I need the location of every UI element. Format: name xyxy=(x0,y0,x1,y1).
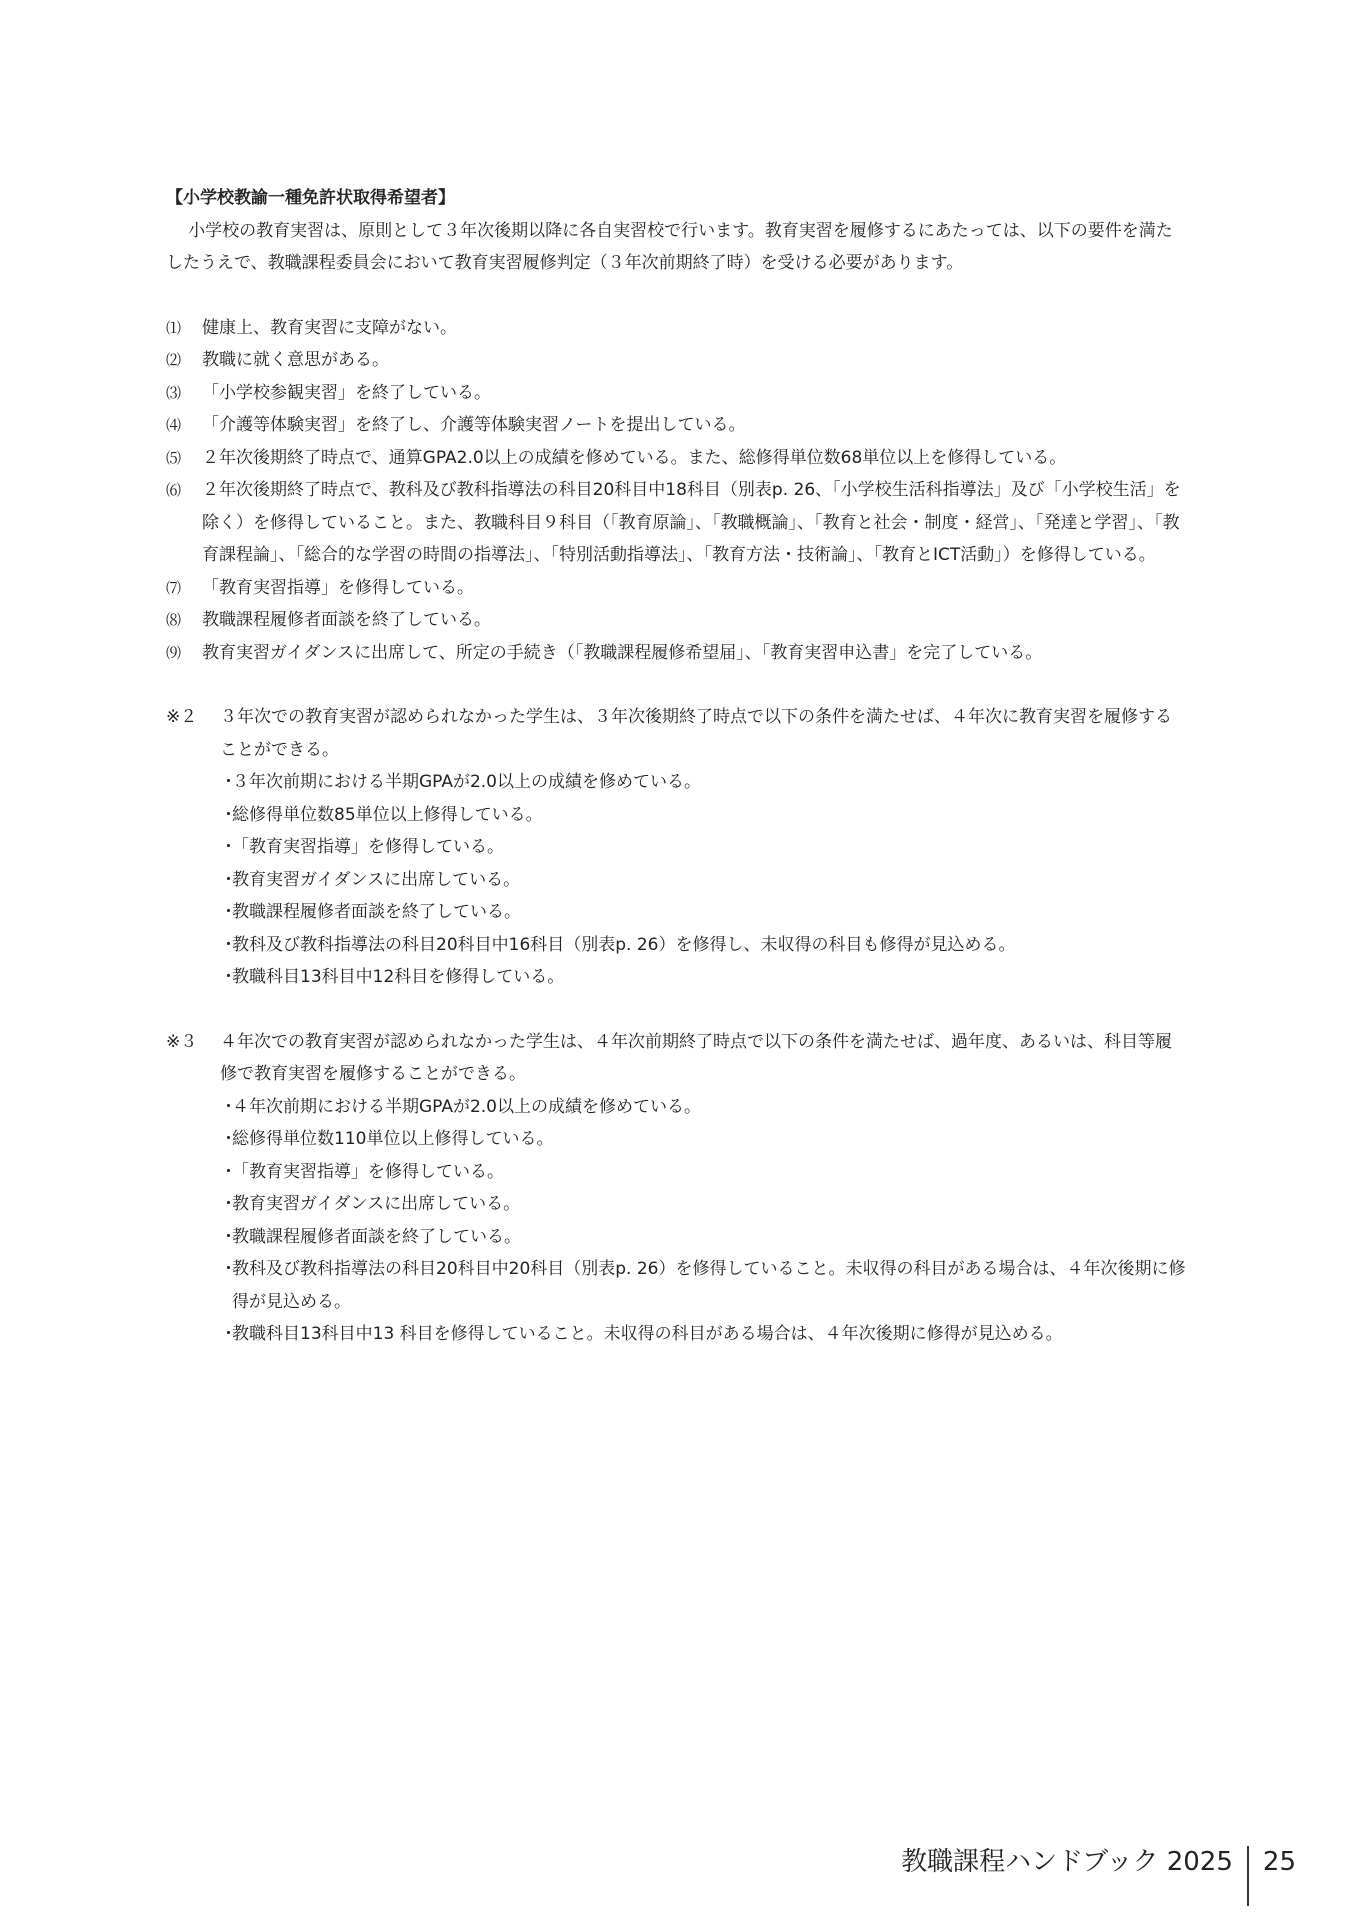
list-item: ・ 教科及び教科指導法の科目20科目中16科目（別表p. 26）を修得し、未収得の科目も修得が見込める。 xyxy=(220,934,1016,955)
note-2-text: ※２ ３年次での教育実習が認められなかった学生は、３年次後期終了時点で以下の条件を満たせば、４年次に教育実習を履修することができる。 xyxy=(166,707,1172,760)
list-item: ・ 教育実習ガイダンスに出席している。 xyxy=(220,1194,521,1214)
list-item: ⑵ 教職に就く意思がある。 xyxy=(166,350,389,370)
requirements-list xyxy=(166,312,1186,670)
list-item: ・ 教職課程履修者面談を終了している。 xyxy=(220,1226,521,1247)
handbook-title: 教職課程ハンドブック 2025 xyxy=(901,1847,1233,1877)
list-item: ・ 教科及び教科指導法の科目20科目中20科目（別表p. 26）を修得していること。未収得の科目がある場合は、４年次後期に修得が見込める。 xyxy=(220,1259,1186,1312)
main-content xyxy=(166,182,1186,1351)
note-3-text: ※３ ４年次での教育実習が認められなかった学生は、４年次前期終了時点で以下の条件を満たせば、過年度、あるいは、科目等履修で教育実習を履修することができる。 xyxy=(166,1031,1172,1084)
intro-paragraph: 小学校の教育実習は、原則として３年次後期以降に各自実習校で行います。教育実習を履修するにあたっては、以下の要件を満たしたうえで、教職課程委員会において教育実習履修判定（３年次前期終了時）を受ける必要があります。 xyxy=(166,220,1173,273)
list-item: ⑹ ２年次後期終了時点で、教科及び教科指導法の科目20科目中18科目（別表p. 26、「小学校生活科指導法」及び「小学校生活」を除く）を修得していること。また、教職科目９科目（「教育原論」、「教職概論」、「教育と社会・制度・経営」、「発達と学習」、「教育課程論」、「総合的な学習の時間の指導法」、「特別活動指導法」、「教育方法・技術論」、「教育とICT活動」）を修得している。 xyxy=(166,480,1181,565)
list-item: ⑼ 教育実習ガイダンスに出席して、所定の手続き（「教職課程履修希望届」、「教育実習申込書」を完了している。 xyxy=(166,642,1043,663)
list-item: ⑸ ２年次後期終了時点で、通算GPA2.0以上の成績を修めている。また、総修得単位数68単位以上を修得している。 xyxy=(166,447,1067,468)
list-item: ・ 「教育実習指導」を修得している。 xyxy=(220,1161,504,1182)
section-heading: 【小学校教諭一種免許状取得希望者】 xyxy=(166,188,455,208)
footer-divider xyxy=(1247,1846,1249,1906)
list-item: ⑷ 「介護等体験実習」を終了し、介護等体験実習ノートを提出している。 xyxy=(166,415,746,435)
list-item: ⑺ 「教育実習指導」を修得している。 xyxy=(166,577,474,598)
page-number: 25 xyxy=(1262,1847,1296,1877)
list-item: ⑴ 健康上、教育実習に支障がない。 xyxy=(166,317,457,338)
list-item: ・ 教職課程履修者面談を終了している。 xyxy=(220,902,521,922)
list-item: ・ 教職科目13科目中13 科目を修得していること。未収得の科目がある場合は、４年次後期に修得が見込める。 xyxy=(220,1324,1063,1344)
list-item: ・ 教育実習ガイダンスに出席している。 xyxy=(220,869,521,890)
list-item: ・ 総修得単位数85単位以上修得している。 xyxy=(220,804,543,825)
list-item: ⑶ 「小学校参観実習」を終了している。 xyxy=(166,382,491,403)
list-item: ⑻ 教職課程履修者面談を終了している。 xyxy=(166,610,491,630)
note-2 xyxy=(166,701,1186,994)
list-item: ・ ３年次前期における半期GPAが2.0以上の成績を修めている。 xyxy=(220,772,702,792)
list-item: ・ 教職科目13科目中12科目を修得している。 xyxy=(220,967,565,987)
list-item: ・ 総修得単位数110単位以上修得している。 xyxy=(220,1129,554,1149)
note-3 xyxy=(166,1026,1186,1351)
list-item: ・ ４年次前期における半期GPAが2.0以上の成績を修めている。 xyxy=(220,1096,702,1117)
page-footer xyxy=(901,1832,1296,1892)
list-item: ・ 「教育実習指導」を修得している。 xyxy=(220,837,504,857)
